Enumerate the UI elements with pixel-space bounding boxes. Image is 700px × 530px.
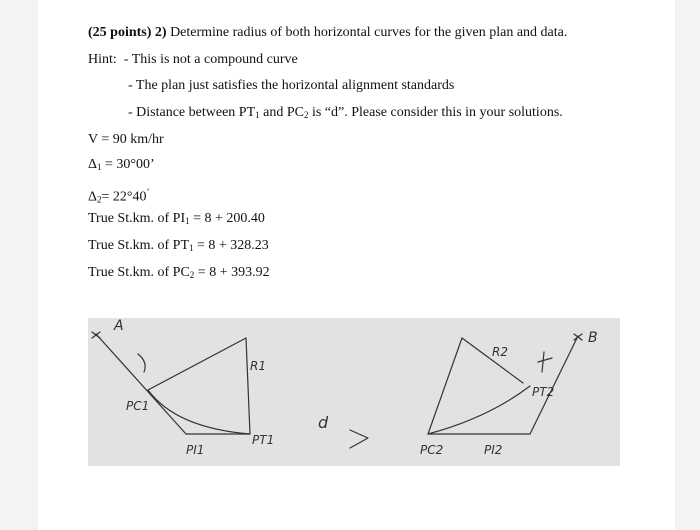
label-pt1: PT1 — [252, 433, 275, 447]
pc2-value: = 8 + 393.92 — [194, 265, 270, 280]
radius-to-pc1 — [148, 338, 246, 390]
pt1-label: True St.km. of PT — [88, 238, 190, 253]
radius-r2-left — [428, 338, 462, 434]
point-b-cross — [574, 334, 582, 340]
hint-3-post: is “d”. Please consider this in your solutions. — [308, 105, 563, 120]
pt1-sub: 1 — [189, 243, 194, 253]
question-text: Determine radius of both horizontal curves for the given plan and data. — [170, 25, 568, 40]
pc2-sub: 2 — [189, 270, 195, 280]
delta2-symbol: Δ — [88, 189, 98, 205]
distance-arrow — [350, 430, 368, 448]
curve-2-arc — [428, 386, 530, 434]
label-d: d — [318, 413, 329, 432]
pt2-tick-mark — [538, 352, 552, 372]
delta2-value: = 22°40 — [101, 189, 147, 205]
delta1-line — [88, 156, 155, 174]
speed-value: V = 90 km/hr — [88, 132, 164, 147]
label-pt2: PT2 — [532, 385, 555, 399]
point-a-cross — [92, 332, 100, 338]
pt1-line — [88, 237, 269, 255]
pi1-sub: 1 — [185, 216, 190, 226]
label-pc2: PC2 — [420, 443, 444, 457]
hint-line-3 — [128, 104, 563, 122]
pc1-tick-mark — [138, 354, 145, 372]
pi1-value: = 8 + 200.40 — [189, 211, 265, 226]
hint-2: - The plan just satisfies the horizontal alignment standards — [128, 78, 455, 93]
pc2-label: True St.km. of PC — [88, 265, 190, 280]
delta2-tick: ’ — [146, 187, 150, 197]
pc2-line — [88, 264, 270, 282]
label-pc1: PC1 — [126, 399, 150, 413]
speed-line — [88, 131, 164, 149]
delta1-value: = 30°00’ — [101, 157, 155, 172]
hint-1: - This is not a compound curve — [123, 52, 298, 67]
plan-figure — [88, 318, 620, 466]
radius-r1 — [246, 338, 250, 434]
label-b: B — [588, 330, 598, 346]
hint-3-pre: - Distance between PT — [128, 105, 256, 120]
question-line — [88, 24, 567, 42]
delta1-symbol: Δ — [88, 157, 98, 172]
label-r2: R2 — [492, 345, 508, 359]
label-pi1: PI1 — [186, 443, 205, 457]
delta1-sub: 1 — [97, 162, 102, 172]
hint-3-mid: and PC — [259, 105, 304, 120]
hint-3-sub1: 1 — [255, 110, 260, 120]
pi1-label: True St.km. of PI — [88, 211, 186, 226]
plan-sketch — [88, 318, 620, 466]
hint-label: Hint: — [88, 52, 117, 67]
question-points: (25 points) 2) — [88, 25, 167, 40]
pt1-value: = 8 + 328.23 — [193, 238, 269, 253]
label-pi2: PI2 — [484, 443, 503, 457]
curve-1-arc — [148, 390, 250, 434]
delta2-line — [88, 183, 150, 207]
label-a: A — [114, 318, 124, 334]
hint-3-sub2: 2 — [303, 110, 309, 120]
hint-line-2 — [128, 77, 454, 95]
delta2-sub: 2 — [97, 194, 102, 205]
hint-line-1 — [88, 51, 298, 69]
tangent-a-pi1 — [96, 334, 186, 434]
label-r1: R1 — [250, 359, 266, 373]
pi1-line — [88, 210, 265, 228]
